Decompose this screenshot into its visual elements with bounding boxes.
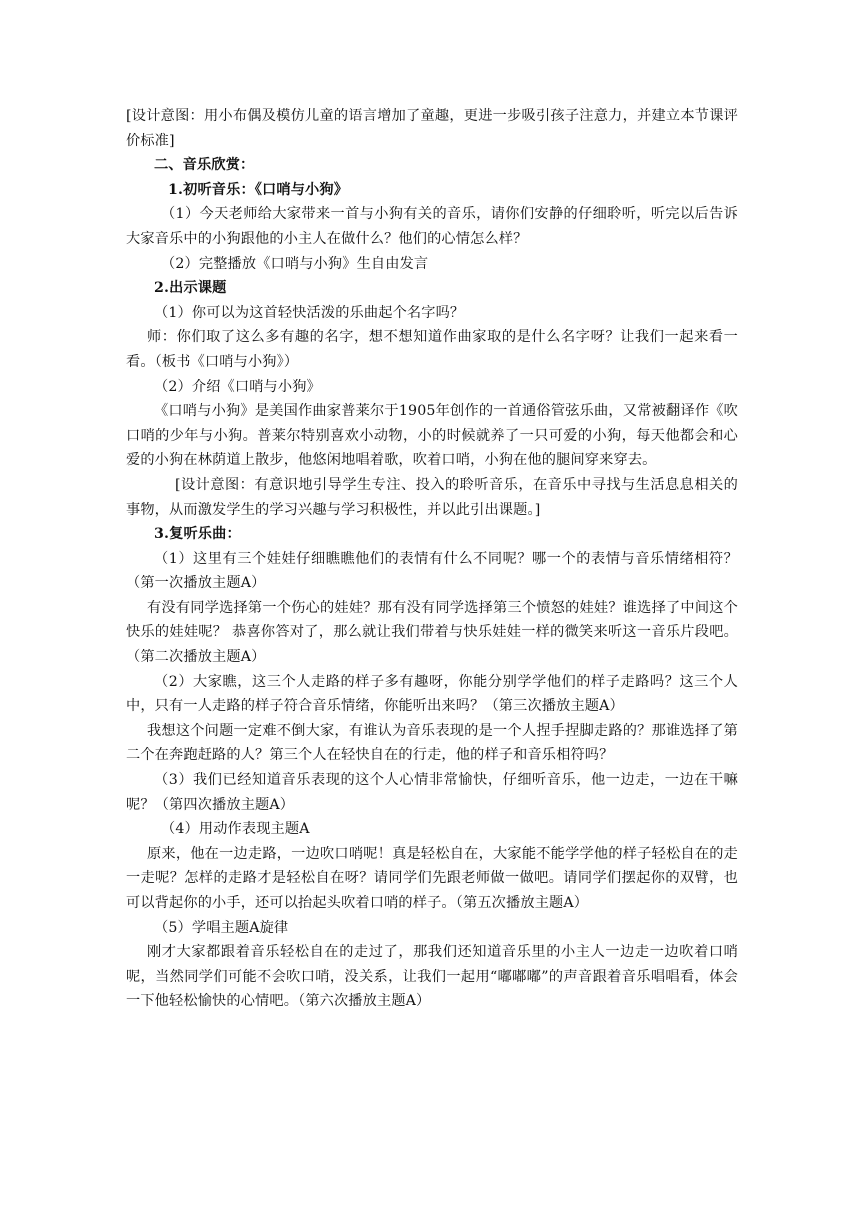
step-heading-show-title: 2.出示课题 [154, 280, 227, 297]
paragraph-walking-question: （2）大家瞧，这三个人走路的样子多有趣呀，你能分别学学他们的样子走路吗？这三个人中，只有一人走路的样子符合音乐情绪，你能听出来吗？（第三次播放主题A） [126, 673, 738, 715]
paragraph-movement-description: 原来，他在一边走路，一边吹口哨呢！真是轻松自在，大家能不能学学他的样子轻松自在的走一走呢？怎样的走路才是轻松自在呀？请同学们先跟老师做一做吧。请同学们摆起你的双臂，也可以背起你的小手，还可以抬起头吹着口哨的样子。（第五次播放主题A） [126, 845, 738, 911]
paragraph-piece-background: 《口哨与小狗》是美国作曲家普莱尔于1905年创作的一首通俗管弦乐曲，又常被翻译作《吹口哨的少年与小狗。普莱尔特别喜欢小动物，小的时候就养了一只可爱的小狗，每天他都会和心爱的小狗在林荫道上散步，他悠闲地唱着歌，吹着口哨，小狗在他的腿间穿来穿去。 [126, 403, 738, 469]
paragraph-sing-theme: （5）学唱主题A旋律 [154, 919, 289, 936]
paragraph-walking-answer: 我想这个问题一定难不倒大家，有谁认为音乐表现的是一个人捏手捏脚走路的？那谁选择了第二个在奔跑赶路的人？第三个人在轻快自在的行走，他的样子和音乐相符吗？ [126, 722, 738, 764]
document-page [126, 104, 738, 1014]
design-intent-note-2: [设计意图：有意识地引导学生专注、投入的聆听音乐，在音乐中寻找与生活息息相关的事物，从而激发学生的学习兴趣与学习积极性，并以此引出课题。] [126, 476, 738, 518]
paragraph-movement-theme: （4）用动作表现主题A [161, 821, 310, 838]
design-intent-note-1: [设计意图：用小布偶及模仿儿童的语言增加了童趣，更进一步吸引孩子注意力，并建立本节课评价标准] [126, 108, 738, 149]
paragraph-name-question: （1）你可以为这首轻快活泼的乐曲起个名字吗？ [154, 304, 465, 321]
section-heading-music-appreciation: 二、音乐欣赏： [154, 157, 255, 174]
paragraph-dolls-answer: 有没有同学选择第一个伤心的娃娃？那有没有同学选择第三个愤怒的娃娃？谁选择了中间这个快乐的娃娃呢？ 恭喜你答对了，那么就让我们带着与快乐娃娃一样的微笑来听这一音乐片段吧。（第二次播放主题A） [126, 599, 738, 666]
step-heading-relisten: 3.复听乐曲： [154, 526, 241, 543]
paragraph-dolls-question: （1）这里有三个娃娃仔细瞧瞧他们的表情有什么不同呢？哪一个的表情与音乐情绪相符？（第一次播放主题A） [126, 550, 738, 592]
paragraph-teacher-remark: 师：你们取了这么多有趣的名字，想不想知道作曲家取的是什么名字呀？让我们一起来看一看。（板书《口哨与小狗》） [126, 329, 738, 370]
step-heading-first-listen: 1.初听音乐：《口哨与小狗》 [168, 181, 349, 198]
paragraph-first-listen-intro: （1）今天老师给大家带来一首与小狗有关的音乐，请你们安静的仔细聆听，听完以后告诉大家音乐中的小狗跟他的小主人在做什么？他们的心情怎么样？ [126, 206, 738, 247]
paragraph-mood-question: （3）我们已经知道音乐表现的这个人心情非常愉快，仔细听音乐，他一边走，一边在干嘛呢？（第四次播放主题A） [126, 772, 738, 813]
paragraph-full-play: （2）完整播放《口哨与小狗》生自由发言 [161, 255, 429, 272]
paragraph-introduce-piece: （2）介绍《口哨与小狗》 [154, 378, 321, 395]
paragraph-sing-description: 刚才大家都跟着音乐轻松自在的走过了，那我们还知道音乐里的小主人一边走一边吹着口哨呢，当然同学们可能不会吹口哨，没关系，让我们一起用“嘟嘟嘟”的声音跟着音乐唱唱看，体会一下他轻松愉快的心情吧。（第六次播放主题A） [126, 944, 738, 1010]
